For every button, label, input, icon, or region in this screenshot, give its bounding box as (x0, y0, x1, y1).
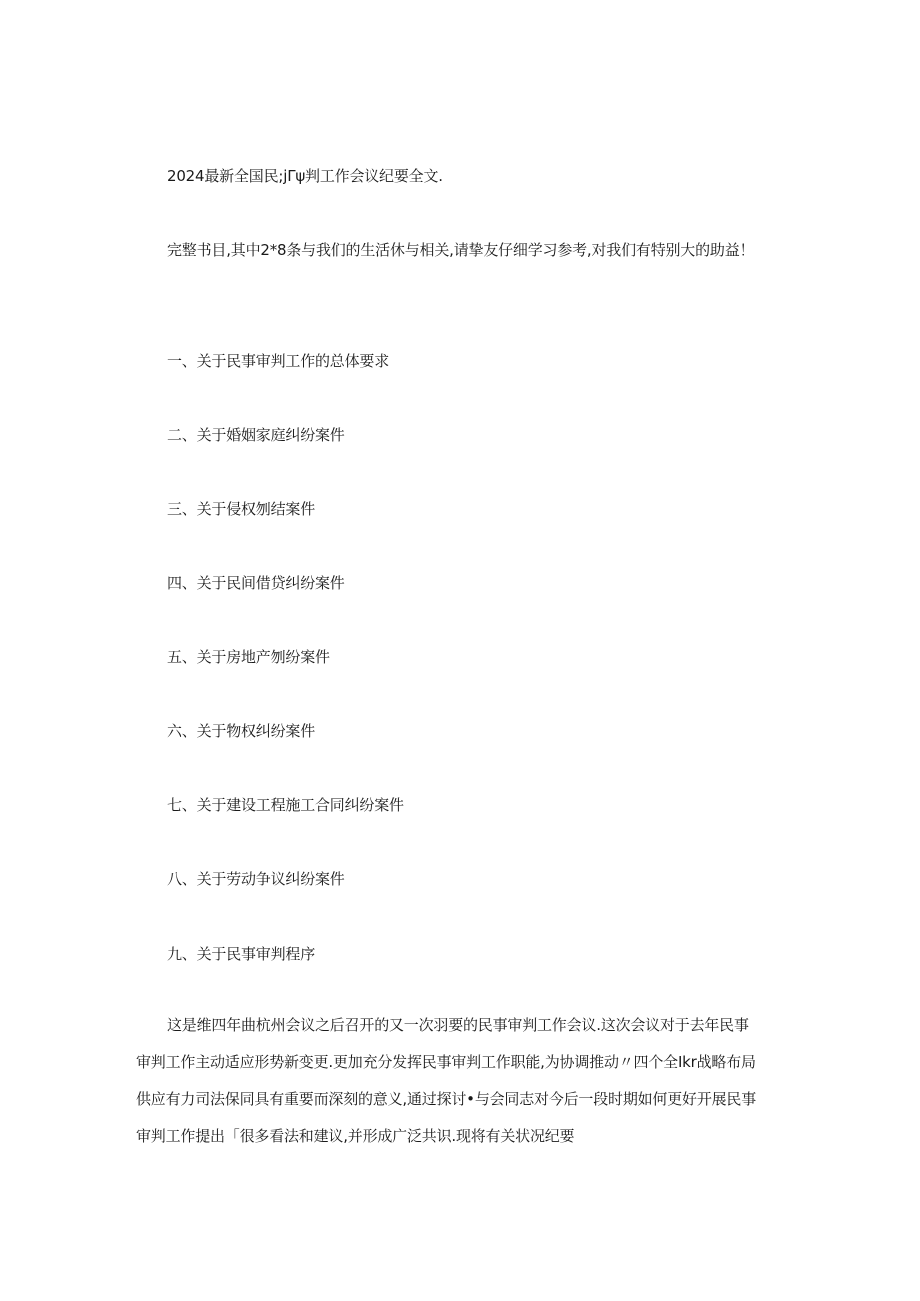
toc-item: 六、关于物权纠纷案件 (167, 722, 316, 740)
toc-item: 四、关于民间借贷纠纷案件 (167, 574, 345, 592)
toc-item: 八、关于劳动争议纠纷案件 (167, 870, 345, 888)
paragraph-line: 供应有力司法保同具有重要而深刻的意义,通过探讨•与会同志对今后一段时期如何更好开展民事 (136, 1090, 757, 1108)
document-title: 2024最新全国民;jΓψ判工作会议纪要全文. (167, 167, 443, 185)
toc-item: 七、关于建设工程施工合同纠纷案件 (167, 796, 404, 814)
toc-item: 二、关于婚姻家庭纠纷案件 (167, 426, 345, 444)
paragraph-line: 审判工作主动适应形势新变更.更加充分发挥民事审判工作职能,为协调推动〃四个全Ikr战略布局 (136, 1053, 756, 1071)
toc-item: 九、关于民事审判程序 (167, 945, 316, 963)
intro-text: 完整书目,其中2*8条与我们的生活休与相关,请挚友仔细学习参考,对我们有特别大的助益！ (167, 241, 755, 259)
paragraph-line: 审判工作提出「很多看法和建议,并形成广泛共识.现将有关状况纪要 (136, 1127, 575, 1145)
toc-item: 五、关于房地产刎纷案件 (167, 648, 330, 666)
paragraph-line: 这是维四年曲杭州会议之后召开的又一次羽要的民事审判工作会议.这次会议对于去年民事 (167, 1016, 749, 1034)
body-paragraph (136, 1015, 796, 1163)
toc-item: 三、关于侵权刎结案件 (167, 500, 316, 518)
toc-item: 一、关于民事审判工作的总体要求 (167, 352, 390, 370)
